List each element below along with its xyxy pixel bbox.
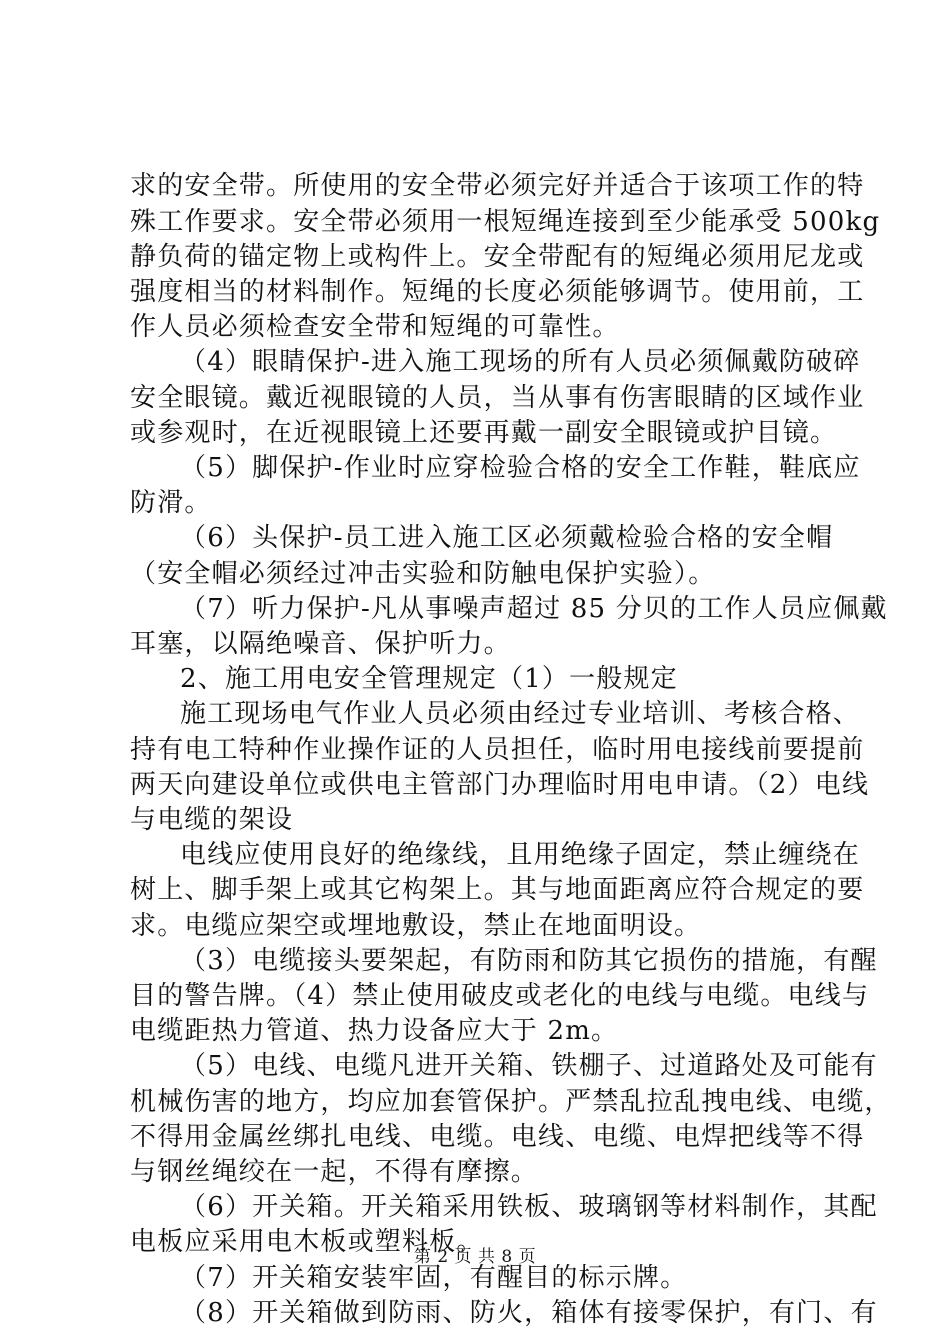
text-line: 求的安全带。所使用的安全带必须完好并适合于该项工作的特	[130, 171, 865, 201]
text-line: 作人员必须检查安全带和短绳的可靠性。	[130, 312, 620, 342]
text-line: （4）眼睛保护-进入施工现场的所有人员必须佩戴防破碎	[180, 347, 861, 377]
text-line: 与钢丝绳绞在一起，不得有摩擦。	[130, 1157, 539, 1187]
text-line: 树上、脚手架上或其它构架上。其与地面距离应符合规定的要	[130, 875, 865, 905]
text-line: 静负荷的锚定物上或构件上。安全带配有的短绳必须用尼龙或	[130, 242, 865, 272]
text-line: 持有电工特种作业操作证的人员担任，临时用电接线前要提前	[130, 735, 865, 765]
section-heading: 2、施工用电安全管理规定（1）一般规定	[180, 664, 678, 694]
text-line: 机械伤害的地方，均应加套管保护。严禁乱拉乱拽电线、电缆，	[130, 1087, 892, 1117]
text-line: 目的警告牌。（4）禁止使用破皮或老化的电线与电缆。电线与	[130, 981, 870, 1011]
text-line: （6）开关箱。开关箱采用铁板、玻璃钢等材料制作，其配	[180, 1192, 878, 1222]
text-line: （5）电线、电缆凡进开关箱、铁棚子、过道路处及可能有	[180, 1051, 878, 1081]
text-line: 求。电缆应架空或埋地敷设，禁止在地面明设。	[130, 911, 702, 941]
text-line: （6）头保护-员工进入施工区必须戴检验合格的安全帽	[180, 523, 834, 553]
text-line: 与电缆的架设	[130, 805, 294, 835]
text-line: 电线应使用良好的绝缘线，且用绝缘子固定，禁止缠绕在	[180, 840, 861, 870]
text-line: （8）开关箱做到防雨、防火，箱体有接零保护，有门、有	[180, 1298, 878, 1328]
text-line: 施工现场电气作业人员必须由经过专业培训、考核合格、	[180, 699, 861, 729]
text-line: 电缆距热力管道、热力设备应大于 2m。	[130, 1016, 619, 1046]
text-line: 两天向建设单位或供电主管部门办理临时用电申请。（2）电线	[130, 770, 870, 800]
text-line: （3）电缆接头要架起，有防雨和防其它损伤的措施，有醒	[180, 946, 878, 976]
text-line: （安全帽必须经过冲击实验和防触电保护实验）。	[130, 559, 716, 589]
text-line: （7）听力保护-凡从事噪声超过 85 分贝的工作人员应佩戴	[180, 594, 888, 624]
page-number-footer: 第 2 页 共 8 页	[413, 1247, 537, 1267]
text-line: 不得用金属丝绑扎电线、电缆。电线、电缆、电焊把线等不得	[130, 1122, 865, 1152]
text-line: 耳塞，以隔绝噪音、保护听力。	[130, 629, 511, 659]
text-line: 强度相当的材料制作。短绳的长度必须能够调节。使用前，工	[130, 277, 865, 307]
text-line: 或参观时，在近视眼镜上还要再戴一副安全眼镜或护目镜。	[130, 418, 838, 448]
text-line: 殊工作要求。安全带必须用一根短绳连接到至少能承受 500kg	[130, 207, 881, 237]
text-line: （7）开关箱安装牢固，有醒目的标示牌。	[180, 1263, 688, 1293]
text-line: 电板应采用电木板或塑料板。	[130, 1227, 484, 1257]
text-line: 防滑。	[130, 488, 212, 518]
text-line: 安全眼镜。戴近视眼镜的人员，当从事有伤害眼睛的区域作业	[130, 383, 865, 413]
text-line: （5）脚保护-作业时应穿检验合格的安全工作鞋，鞋底应	[180, 453, 861, 483]
